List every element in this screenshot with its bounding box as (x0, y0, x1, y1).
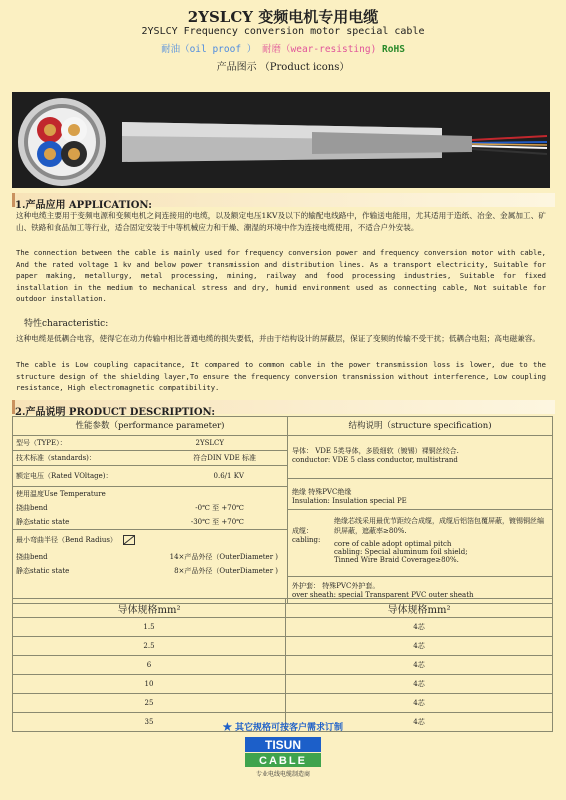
conductor-table (12, 598, 553, 732)
static-radius-value: 8×产品外径（OuterDiameter ) (174, 567, 278, 575)
bend-label: 挠曲bend (16, 504, 48, 512)
table-row (13, 618, 553, 637)
row-cores: 4芯 (286, 656, 553, 675)
wear-resist-label: 耐磨（wear-resisting) (262, 44, 377, 55)
table-row (13, 637, 553, 656)
row-cores: 4芯 (286, 694, 553, 713)
row-cores: 4芯 (286, 675, 553, 694)
row-size: 25 (13, 694, 286, 713)
conductor-col1-header: 导体规格mm² (13, 599, 286, 618)
bend-radius-icon (123, 535, 135, 545)
rohs-label: RoHS (382, 44, 405, 55)
cable-cross-section (18, 98, 106, 186)
page-subtitle: 2YSLCY Frequency conversion motor special cable (141, 26, 425, 37)
custom-order-note: ★ 其它规格可按客户需求订制 (222, 723, 344, 733)
row-cores: 4芯 (286, 713, 553, 732)
static-label: 静态static state (16, 518, 70, 526)
logo-tagline: 专业电线电缆制造商 (255, 771, 311, 778)
section2-heading: 2.产品说明 PRODUCT DESCRIPTION: (15, 407, 216, 418)
section1-header (12, 193, 555, 211)
section2-header (12, 400, 555, 418)
property-line (0, 41, 566, 55)
bend-radius-value: 14×产品外径（OuterDiameter ) (169, 553, 278, 561)
cabling-en-2: cabling: Special aluminum foil shield; (334, 548, 468, 556)
logo-top-text: TISUN (265, 738, 301, 752)
std-label: 技术标准（standards)： (16, 454, 96, 462)
conductor-col2-header: 导体规格mm² (286, 599, 553, 618)
characteristic-text-cn: 这种电缆是低耦合电容，使得它在动力传输中相比普通电缆的损失要低，并由于结构设计的屏蔽层，保证了变频的传输不受干扰；低耦合电阻；高电磁兼容。 (16, 334, 540, 343)
perf-cell (13, 436, 288, 604)
sheath-cn: 外护套： 特殊PVC外护套。 (292, 582, 380, 590)
logo-bottom-text: CABLE (259, 755, 307, 767)
std-value: 符合DIN VDE 标准 (193, 454, 256, 462)
page-title: 2YSLCY 变频电机专用电缆 (187, 8, 379, 26)
product-icons-label: 产品图示 （Product icons） (216, 62, 350, 73)
application-text-cn: 这种电缆主要用于变频电源和变频电机之间连接用的电缆，以及额定电压1KV及以下的输配电线路中，作输送电能用，尤其适用于造纸、冶金、金属加工、矿山、铁路和食品加工等行业，适合固定安装于中等机械应力和干燥、潮湿的环境中作为连接电缆使用，不适合户外安装。 (16, 211, 546, 232)
row-size: 2.5 (13, 637, 286, 656)
perf-header: 性能参数（performance parameter) (13, 417, 288, 436)
cabling-en-3: Tinned Wire Braid Coverage≥80%. (334, 556, 459, 564)
bend-label-2: 挠曲bend (16, 553, 48, 561)
static-temp: -30℃ 至 +70℃ (190, 518, 244, 526)
static-label-2: 静态static state (16, 567, 70, 575)
volt-value: 0.6/1 KV (213, 472, 244, 480)
struct-cell (288, 436, 553, 604)
row-size: 35 (13, 713, 286, 732)
application-text-en: The connection between the cable is mainly used for frequency conversion power and frequency conversion motor with cable, And the rated voltage 1 kv and below power transmission and distribution lines. As a transport electricity, Suitable for paper making, metallurgy, metal processing, mining, railway and food processing industries, Suitable for fixed installation in the medium to mechanical stress and dry, humid environment used as connecting cable, Not suitable for outdoor installation. (16, 248, 546, 304)
company-logo (245, 737, 321, 779)
row-cores: 4芯 (286, 637, 553, 656)
temp-label: 使用温度Use Temperature (16, 490, 106, 498)
spec-table (12, 416, 553, 604)
type-label: 型号（TYPE）： (16, 439, 67, 447)
type-value: 2YSLCY (195, 439, 224, 447)
row-size: 1.5 (13, 618, 286, 637)
cabling-en-1: core of cable adopt optimal pitch (334, 540, 452, 548)
row-size: 6 (13, 656, 286, 675)
section1-heading: 1.产品应用 APPLICATION: (15, 200, 152, 211)
insulation-en: Insulation: Insulation special PE (292, 497, 407, 505)
table-row (13, 675, 553, 694)
cabling-label-en: cabling: (292, 536, 321, 544)
struct-header: 结构说明（structure specification) (288, 417, 553, 436)
volt-label: 额定电压（Rated VOltage)： (16, 472, 113, 480)
row-size: 10 (13, 675, 286, 694)
table-row (13, 694, 553, 713)
conductor-en: conductor: VDE 5 class conductor, multistrand (292, 456, 458, 464)
bend-temp: -0℃ 至 +70℃ (195, 504, 244, 512)
cable-photo (12, 92, 550, 188)
oil-proof-label: 耐油（oil proof ） (161, 44, 257, 55)
sheath-en: over sheath: special Transparent PVC outer sheath (292, 591, 474, 599)
cabling-label-cn: 成缆： (292, 527, 313, 535)
characteristic-text-en: The cable is Low coupling capacitance, It compared to common cable in the power transmission loss is lower, due to the structure design of the shielding layer,To ensure the frequency conversion transmission without interference, Low coupling resistance, High electromagnetic compatibility. (16, 360, 546, 393)
characteristic-heading: 特性characteristic: (24, 319, 109, 329)
insulation-cn: 绝缘 特殊PVC绝缘 (292, 488, 352, 496)
table-row (13, 656, 553, 675)
cabling-cn: 绝缘芯线采用最优节距绞合成缆，成缆后铝箔包覆屏蔽，镀锡铜丝编织屏蔽，遮蔽率≥80%. (334, 517, 544, 535)
row-cores: 4芯 (286, 618, 553, 637)
radius-label: 最小弯曲半径（Bend Radius） (16, 536, 117, 544)
conductor-cn: 导体： VDE 5类导体，多股细软（镀锡）裸铜丝绞合. (292, 447, 459, 455)
